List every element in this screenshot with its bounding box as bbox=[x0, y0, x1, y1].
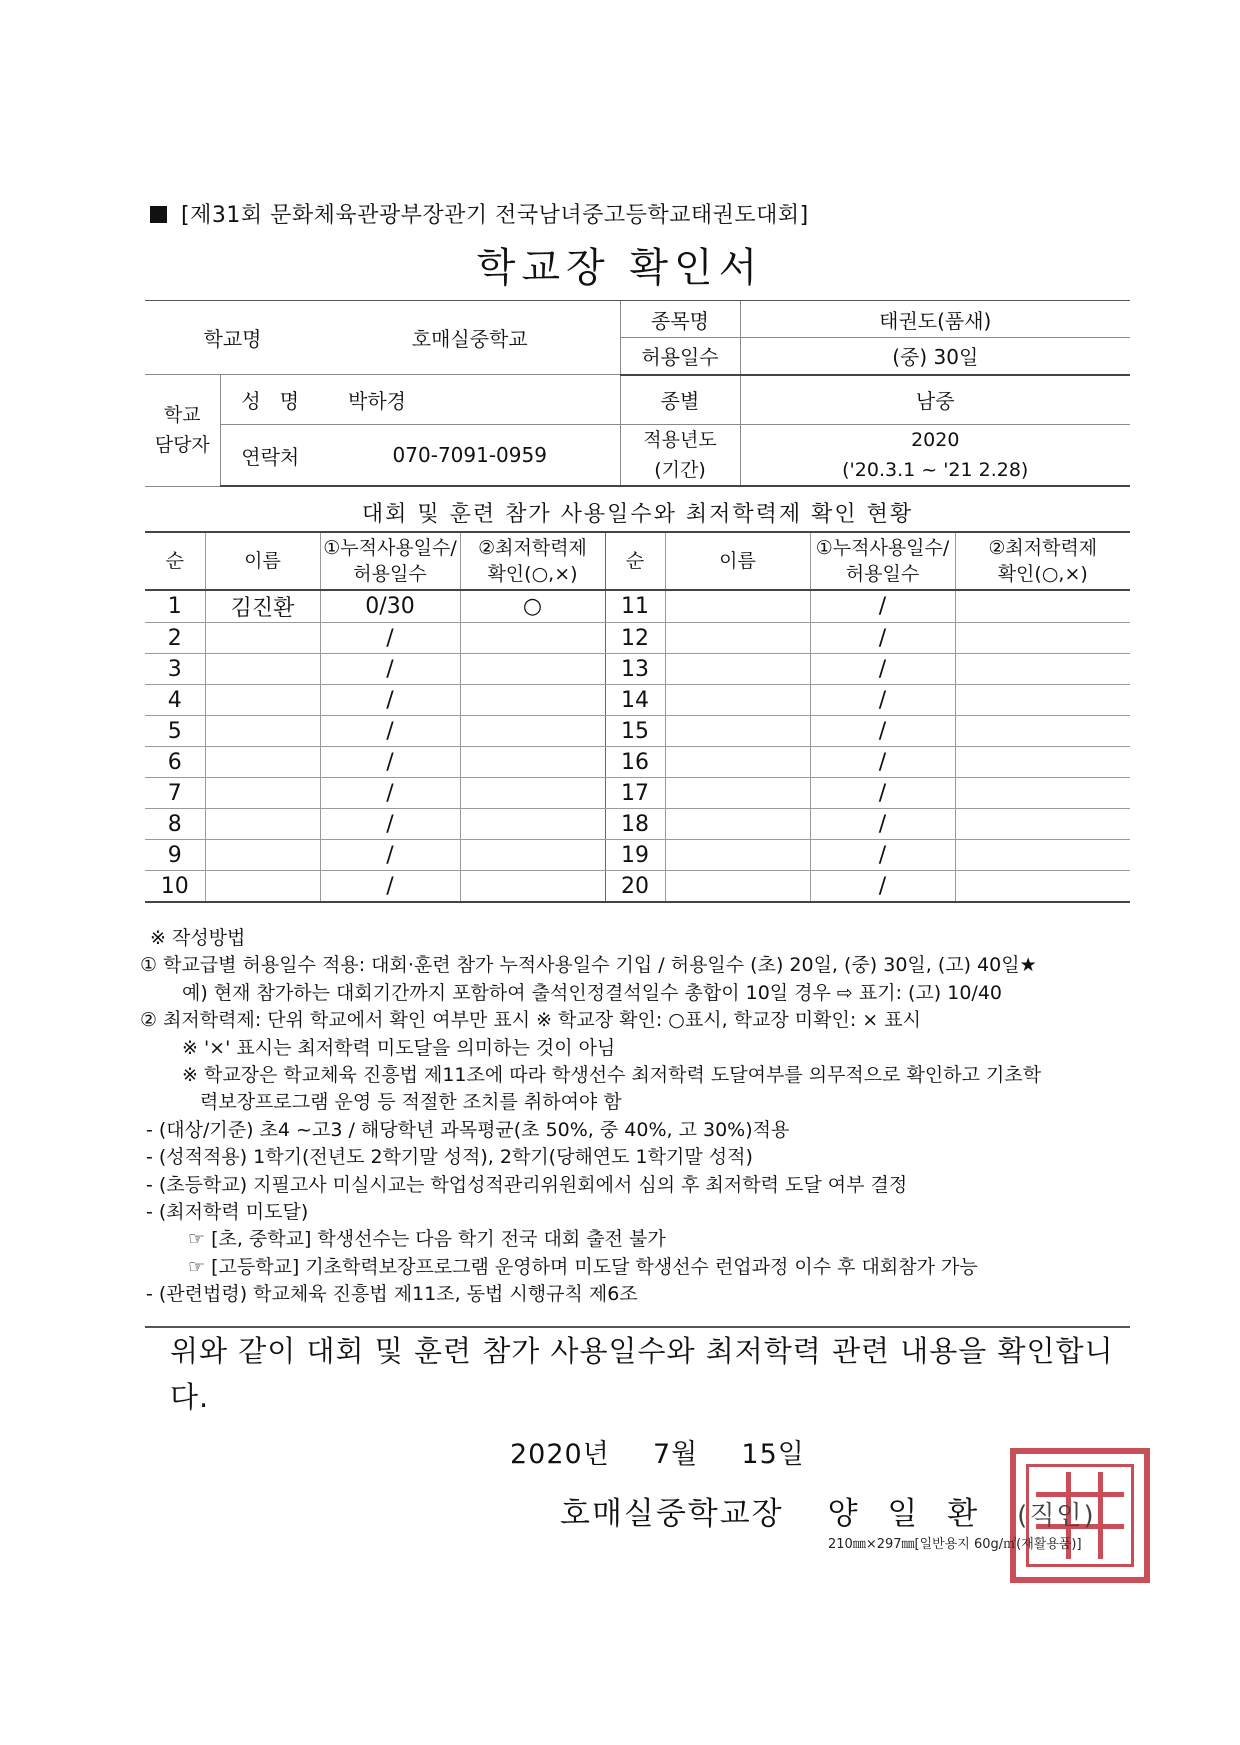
row-cert bbox=[460, 871, 605, 903]
row-no: 13 bbox=[605, 654, 665, 685]
manager-label: 학교 담당자 bbox=[145, 375, 220, 487]
row-days: / bbox=[320, 747, 460, 778]
row-name bbox=[205, 840, 320, 871]
row-no: 2 bbox=[145, 623, 205, 654]
row-days: / bbox=[320, 778, 460, 809]
row-name bbox=[665, 747, 810, 778]
row-name: 김진환 bbox=[205, 590, 320, 623]
row-cert bbox=[955, 840, 1130, 871]
note-line: ☞ [고등학교] 기초학력보장프로그램 운영하며 미도달 학생선수 런업과정 이수 후 대회참가 가능 bbox=[188, 1255, 978, 1278]
confirmation-text: 위와 같이 대회 및 훈련 참가 사용일수와 최저학력 관련 내용을 확인합니다. bbox=[170, 1334, 1114, 1414]
header-name: 이름 bbox=[205, 532, 320, 590]
row-name bbox=[665, 840, 810, 871]
row-no: 4 bbox=[145, 685, 205, 716]
row-name bbox=[205, 871, 320, 903]
row-days: / bbox=[810, 809, 955, 840]
row-days: / bbox=[320, 654, 460, 685]
row-name bbox=[205, 778, 320, 809]
row-days: / bbox=[810, 654, 955, 685]
table-row bbox=[145, 623, 1130, 654]
row-no: 9 bbox=[145, 840, 205, 871]
row-cert bbox=[460, 685, 605, 716]
document-title: 학교장 확인서 bbox=[476, 245, 764, 291]
year-value: 2020 ('20.3.1 ~ '21 2.28) bbox=[740, 425, 1130, 487]
row-no: 3 bbox=[145, 654, 205, 685]
row-name bbox=[205, 623, 320, 654]
note-line: ※ 학교장은 학교체육 진흥법 제11조에 따라 학생선수 최저학력 도달여부를 의무적으로 확인하고 기초학 bbox=[182, 1063, 1042, 1086]
instructions bbox=[140, 925, 1130, 1308]
row-name bbox=[665, 623, 810, 654]
header-days-2: ①누적사용일수/ 허용일수 bbox=[810, 532, 955, 590]
square-bullet-icon bbox=[150, 206, 167, 223]
roster-table bbox=[145, 531, 1130, 903]
row-days: / bbox=[810, 716, 955, 747]
row-no: 17 bbox=[605, 778, 665, 809]
row-no: 20 bbox=[605, 871, 665, 903]
school-name: 호매실중학교 bbox=[320, 301, 620, 375]
row-no: 7 bbox=[145, 778, 205, 809]
table-row bbox=[145, 654, 1130, 685]
table-row bbox=[145, 685, 1130, 716]
row-days: / bbox=[810, 747, 955, 778]
category-label: 종별 bbox=[620, 375, 740, 425]
row-name bbox=[205, 685, 320, 716]
signer-title: 호매실중학교장 bbox=[560, 1496, 784, 1532]
note-line: ☞ [초, 중학교] 학생선수는 다음 학기 전국 대회 출전 불가 bbox=[188, 1228, 666, 1251]
row-days: / bbox=[320, 685, 460, 716]
allowed-days-label: 허용일수 bbox=[620, 338, 740, 375]
row-no: 15 bbox=[605, 716, 665, 747]
row-no: 6 bbox=[145, 747, 205, 778]
row-cert bbox=[460, 623, 605, 654]
row-no: 1 bbox=[145, 590, 205, 623]
paper-spec: 210㎜×297㎜[일반용지 60g/㎡(재활용품)] bbox=[828, 1537, 1082, 1552]
row-name bbox=[665, 654, 810, 685]
row-name bbox=[205, 716, 320, 747]
row-days: / bbox=[810, 685, 955, 716]
row-no: 5 bbox=[145, 716, 205, 747]
row-days: / bbox=[810, 778, 955, 809]
row-days: / bbox=[320, 623, 460, 654]
row-no: 14 bbox=[605, 685, 665, 716]
table-row bbox=[145, 747, 1130, 778]
row-days: 0/30 bbox=[320, 590, 460, 623]
category-value: 남중 bbox=[740, 375, 1130, 425]
row-cert bbox=[955, 778, 1130, 809]
row-name bbox=[665, 685, 810, 716]
school-label: 학교명 bbox=[145, 301, 320, 375]
row-days: / bbox=[320, 716, 460, 747]
row-name bbox=[665, 871, 810, 903]
row-name bbox=[205, 747, 320, 778]
table-row bbox=[145, 590, 1130, 623]
status-title: 대회 및 훈련 참가 사용일수와 최저학력제 확인 현황 bbox=[361, 502, 914, 527]
note-line: ② 최저학력제: 단위 학교에서 확인 여부만 표시 ※ 학교장 확인: ○표시, 학교장 미확인: × 표시 bbox=[140, 1009, 921, 1032]
note-line: - (대상/기준) 초4 ~고3 / 해당학년 과목평균(초 50%, 중 40%, 고 30%)적용 bbox=[146, 1118, 790, 1141]
sport-value: 태권도(품새) bbox=[740, 301, 1130, 338]
row-cert bbox=[955, 809, 1130, 840]
row-cert bbox=[955, 654, 1130, 685]
row-no: 16 bbox=[605, 747, 665, 778]
name-label: 성 명 bbox=[220, 375, 320, 425]
header-cert: ②최저학력제 확인(○,×) bbox=[460, 532, 605, 590]
contact-value: 070-7091-0959 bbox=[320, 425, 620, 487]
row-days: / bbox=[810, 590, 955, 623]
manager-name: 박하경 bbox=[320, 375, 620, 425]
row-days: / bbox=[320, 809, 460, 840]
note-line: 예) 현재 참가하는 대회기간까지 포함하여 출석인정결석일수 총합이 10일 경우 ⇨ 표기: (고) 10/40 bbox=[182, 981, 1003, 1004]
row-cert bbox=[955, 685, 1130, 716]
contact-label: 연락처 bbox=[220, 425, 320, 487]
table-row bbox=[145, 809, 1130, 840]
table-row bbox=[145, 716, 1130, 747]
row-no: 11 bbox=[605, 590, 665, 623]
header-cert-2: ②최저학력제 확인(○,×) bbox=[955, 532, 1130, 590]
row-cert: ○ bbox=[460, 590, 605, 623]
note-line: ① 학교급별 허용일수 적용: 대회·훈련 참가 누적사용일수 기입 / 허용일수 (초) 20일, (중) 30일, (고) 40일★ bbox=[140, 954, 1037, 977]
row-no: 18 bbox=[605, 809, 665, 840]
note-line: ※ '×' 표시는 최저학력 미도달을 의미하는 것이 아님 bbox=[182, 1036, 616, 1059]
seal-note: (직인) bbox=[1017, 1501, 1096, 1531]
note-line: - (성적적용) 1학기(전년도 2학기말 성적), 2학기(당해연도 1학기말 성적) bbox=[146, 1146, 753, 1169]
issue-date: 2020년 7월 15일 bbox=[510, 1439, 805, 1470]
note-line: - (최저학력 미도달) bbox=[146, 1200, 309, 1223]
row-no: 8 bbox=[145, 809, 205, 840]
header-days: ①누적사용일수/ 허용일수 bbox=[320, 532, 460, 590]
row-name bbox=[665, 809, 810, 840]
row-cert bbox=[460, 654, 605, 685]
table-row bbox=[145, 778, 1130, 809]
event-name: [제31회 문화체육관광부장관기 전국남녀중고등학교태권도대회] bbox=[150, 198, 809, 229]
row-cert bbox=[955, 716, 1130, 747]
row-no: 19 bbox=[605, 840, 665, 871]
year-label: 적용년도 (기간) bbox=[620, 425, 740, 487]
row-days: / bbox=[810, 623, 955, 654]
row-name bbox=[205, 654, 320, 685]
note-line: - (초등학교) 지필고사 미실시교는 학업성적관리위원회에서 심의 후 최저학력 도달 여부 결정 bbox=[146, 1173, 908, 1196]
header-name-2: 이름 bbox=[665, 532, 810, 590]
row-cert bbox=[460, 747, 605, 778]
row-cert bbox=[460, 809, 605, 840]
school-info-table bbox=[145, 300, 1130, 487]
note-line: 력보장프로그램 운영 등 적절한 조치를 취하여야 함 bbox=[200, 1091, 622, 1114]
row-cert bbox=[460, 778, 605, 809]
row-days: / bbox=[320, 871, 460, 903]
row-name bbox=[665, 716, 810, 747]
header-no: 순 bbox=[145, 532, 205, 590]
row-cert bbox=[955, 871, 1130, 903]
row-days: / bbox=[320, 840, 460, 871]
row-cert bbox=[955, 623, 1130, 654]
row-name bbox=[205, 809, 320, 840]
row-cert bbox=[955, 747, 1130, 778]
table-row bbox=[145, 871, 1130, 903]
row-no: 12 bbox=[605, 623, 665, 654]
signer bbox=[560, 1488, 1096, 1533]
header-no-2: 순 bbox=[605, 532, 665, 590]
table-row bbox=[145, 840, 1130, 871]
sport-label: 종목명 bbox=[620, 301, 740, 338]
note-line: - (관련법령) 학교체육 진흥법 제11조, 동법 시행규칙 제6조 bbox=[146, 1283, 638, 1306]
row-days: / bbox=[810, 871, 955, 903]
row-days: / bbox=[810, 840, 955, 871]
row-no: 10 bbox=[145, 871, 205, 903]
row-name bbox=[665, 778, 810, 809]
signer-name: 양 일 환 bbox=[827, 1496, 988, 1532]
row-name bbox=[665, 590, 810, 623]
allowed-days-value: (중) 30일 bbox=[740, 338, 1130, 375]
row-cert bbox=[460, 716, 605, 747]
notes-heading: ※ 작성방법 bbox=[150, 927, 246, 949]
row-cert bbox=[460, 840, 605, 871]
row-cert bbox=[955, 590, 1130, 623]
